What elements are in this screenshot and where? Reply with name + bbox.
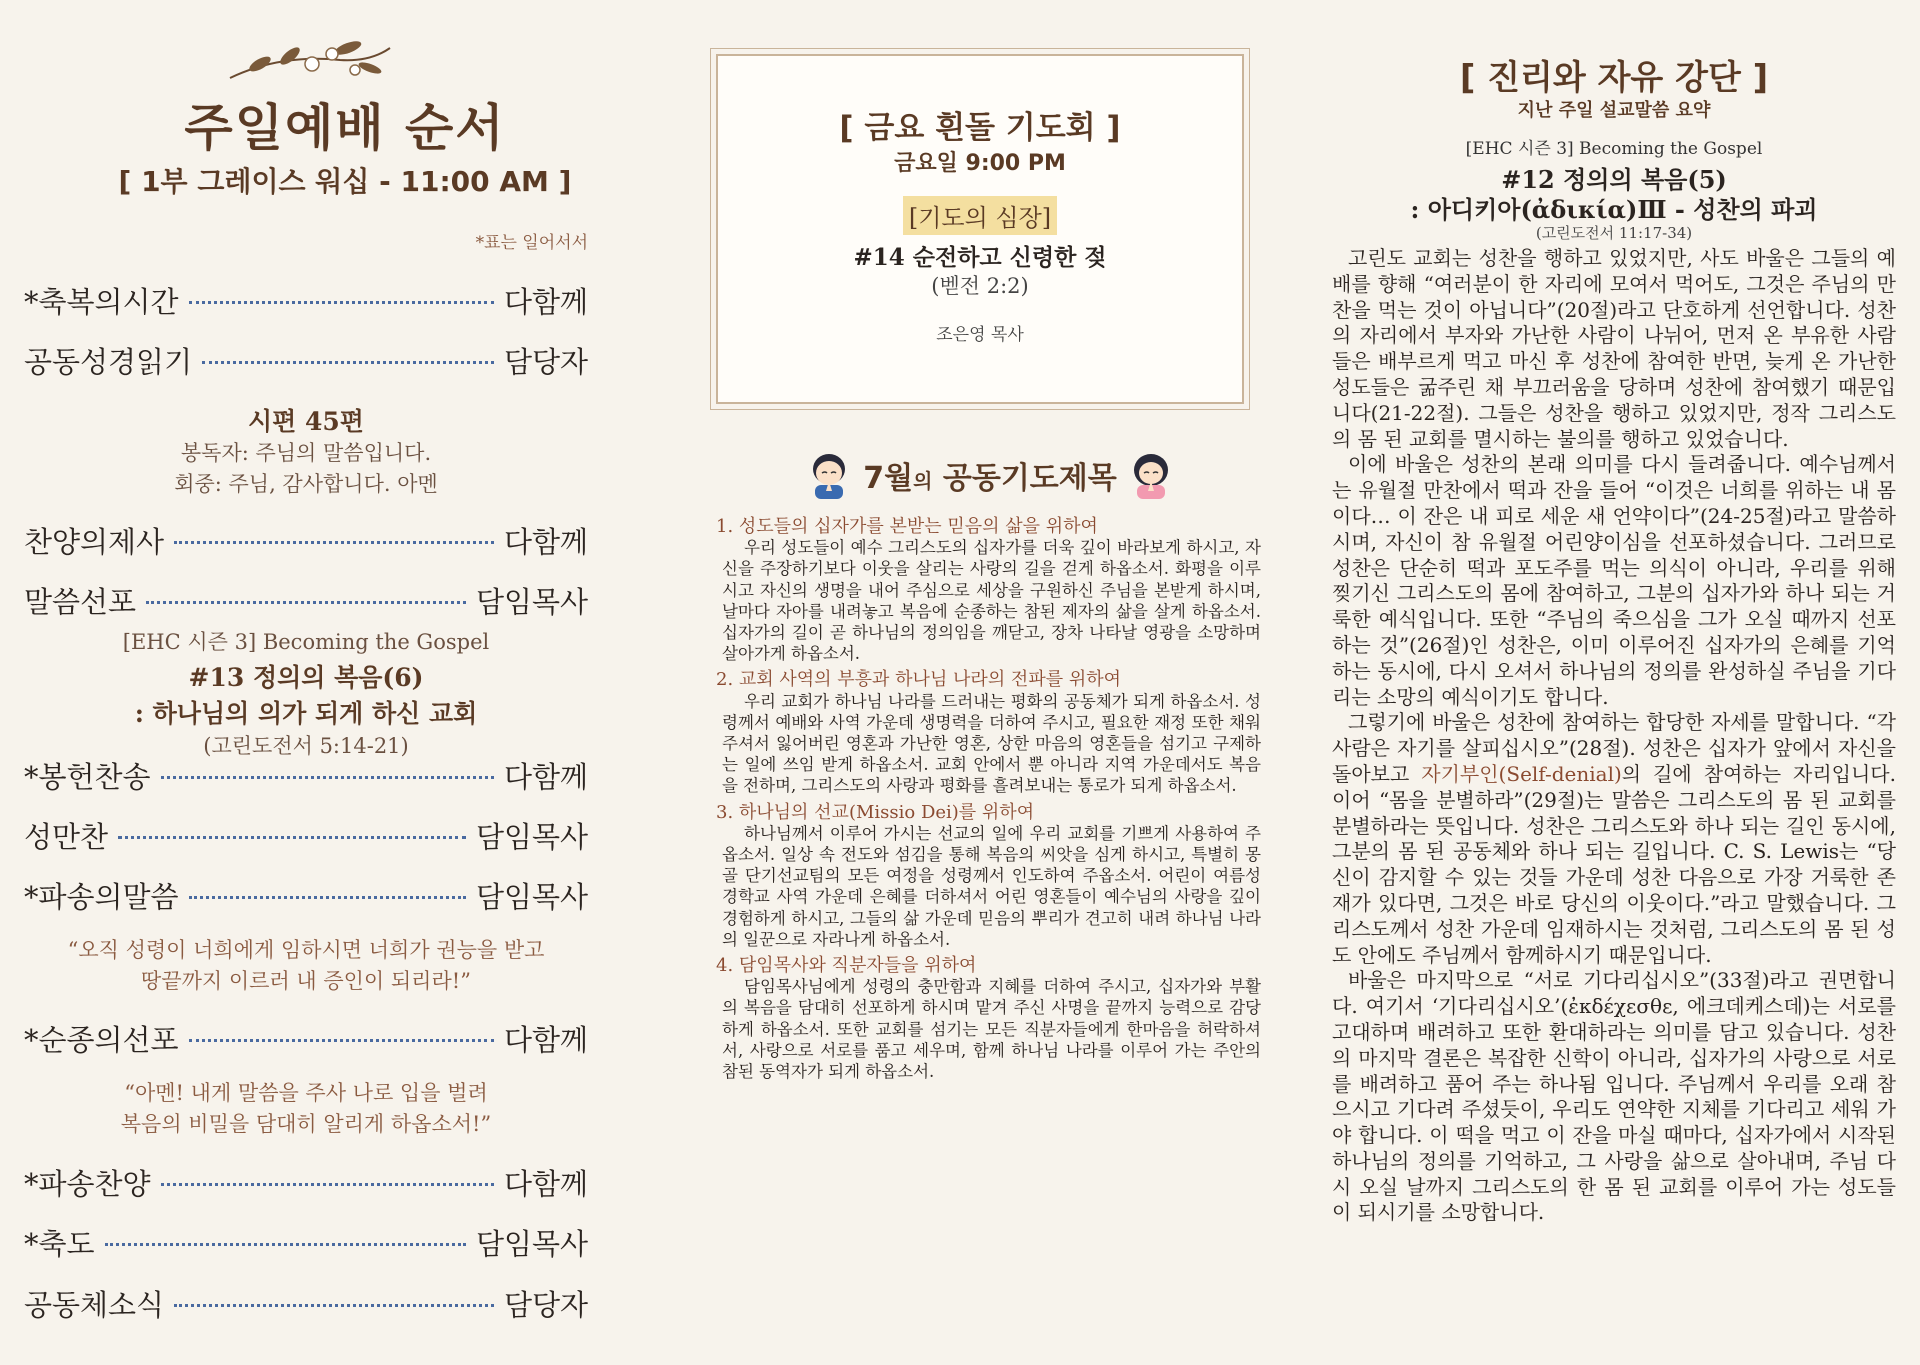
order-row — [24, 340, 588, 381]
lecture-number: #12 정의의 복음(5) — [1501, 165, 1727, 194]
order-row-leader: 담임목사 — [475, 585, 588, 619]
summary-paragraph: 이에 바울은 성찬의 본래 의미를 다시 들려줍니다. 예수님께서는 유월절 만찬에서 떡과 잔을 들어 “이것은 너희를 위하는 내 몸이다… 이 잔은 내 피로 세운 새 언약이다”(24-25절)라고 말씀하시며, 자신이 참 유월절 어린양이심을 선포하셨습니다. 그러므로 성찬은 단순히 떡과 포도주를 먹는 의식이 아니라, 우리를 위해 찢기신 그리스도의 몸에 참여하고, 그분의 십자가와 하나 되는 거룩한 예식입니다. 또한 “주님의 죽으심을 그가 오실 때까지 선포하는 것”(26절)인 성찬은, 이미 이루어진 십자가의 은혜를 기억하는 동시에, 다시 오셔서 하나님의 정의를 완성하실 주님을 기다리는 소망의 예식이기도 합니다. — [1332, 452, 1896, 709]
friday-prayer-scripture: (벧전 2:2) — [931, 274, 1029, 298]
leader-dots — [189, 301, 494, 304]
psalm-congregation-line: 회중: 주님, 감사합니다. 아멘 — [174, 472, 438, 496]
prayer-item — [716, 955, 1261, 1082]
order-row-label: *순종의선포 — [24, 1023, 179, 1057]
order-row-label: *봉헌찬송 — [24, 760, 151, 794]
quote-line: 땅끝까지 이르러 내 증인이 되리라!” — [141, 969, 471, 993]
july-prayer-month: 7월 — [863, 461, 914, 496]
order-row — [24, 755, 588, 796]
sermon-number: #13 정의의 복음(6) — [188, 663, 424, 692]
leader-dots — [161, 1183, 494, 1186]
prayer-list — [716, 516, 1261, 1087]
sermon-series: [EHC 시즌 3] Becoming the Gospel — [122, 630, 490, 654]
order-row-leader: 담당자 — [503, 1288, 588, 1322]
leader-dots — [174, 1304, 494, 1307]
order-row — [24, 875, 588, 916]
commission-quote — [24, 935, 588, 997]
order-row-leader: 다함께 — [503, 285, 588, 319]
order-row-label: *축복의시간 — [24, 285, 179, 319]
order-row-label: *파송의말씀 — [24, 880, 179, 914]
obedience-quote — [24, 1078, 588, 1140]
leader-dots — [174, 541, 494, 544]
prayer-item-text: 우리 교회가 하나님 나라를 드러내는 평화의 공동체가 되게 하옵소서. 성령께서 예배와 사역 가운데 생명력을 더하여 주시고, 필요한 재정 또한 채워 주셔서 잃어버린 영혼과 가난한 영혼, 상한 마음의 영혼들을 섬기고 구제하는 일에 쓰임 받게 하옵소서. 교회 안에서 뿐 아니라 지역 가운데서도 복음을 전하며, 그리스도의 사랑과 평화를 흘려보내는 통로가 되게 하옵소서. — [722, 691, 1261, 796]
leader-dots — [202, 361, 494, 364]
lecture-sermon-title: : 아디키아(ἀδικία)Ⅲ - 성찬의 파괴 — [1410, 195, 1818, 224]
order-row — [24, 1018, 588, 1059]
summary-paragraph: 고린도 교회는 성찬을 행하고 있었지만, 사도 바울은 그들의 예배를 향해 “여러분이 한 자리에 모여서 먹어도, 그것은 주님의 만찬을 먹는 것이 아닙니다”(20절)라고 단호하게 선언합니다. 성찬의 자리에서 부자와 가난한 사람이 나뉘어, 먼저 온 부유한 사람들은 배부르게 먹고 마신 후 성찬에 참여한 반면, 늦게 온 가난한 성도들은 굶주린 채 부끄러움을 당하며 성찬에 참여했기 때문입니다(21-22절). 그들은 성찬을 행하고 있었지만, 정작 그리스도의 몸 된 교회를 멸시하는 불의를 행하고 있었습니다. — [1332, 246, 1896, 451]
prayer-item-heading: 2. 교회 사역의 부흥과 하나님 나라의 전파를 위하여 — [716, 669, 1121, 691]
leader-dots — [118, 836, 466, 839]
order-row-leader: 담임목사 — [475, 820, 588, 854]
psalm-title: 시편 45편 — [248, 407, 364, 436]
order-row — [24, 280, 588, 321]
prayer-item — [716, 802, 1261, 950]
prayer-item-text: 하나님께서 이루어 가시는 선교의 일에 우리 교회를 기쁘게 사용하여 주옵소서. 일상 속 전도와 섬김을 통해 복음의 씨앗을 심게 하시고, 특별히 몽골 단기선교팀의 모든 여정을 성령께서 인도하여 주옵소서. 어린이 여름성경학교 사역 가운데 은혜를 더하셔서 어린 영혼들이 예수님의 사랑을 깊이 경험하게 하시고, 그들의 삶 가운데 믿음의 뿌리가 견고히 내려 하나님 나라의 일꾼으로 자라나게 하옵소서. — [722, 823, 1261, 949]
friday-prayer-topic: #14 순전하고 신령한 젖 — [853, 244, 1107, 271]
order-row-leader: 다함께 — [503, 1023, 588, 1057]
prayer-item-heading: 3. 하나님의 선교(Missio Dei)를 위하여 — [716, 801, 1035, 823]
friday-prayer-series — [718, 196, 1242, 235]
sermon-title: : 하나님의 의가 되게 하신 교회 — [134, 699, 478, 728]
order-row — [24, 1283, 588, 1324]
self-denial-highlight: 자기부인(Self-denial) — [1421, 761, 1622, 786]
order-row-leader: 다함께 — [503, 760, 588, 794]
quote-line: “오직 성령이 너희에게 임하시면 너희가 권능을 받고 — [67, 938, 545, 962]
order-row-label: 성만찬 — [24, 820, 109, 854]
sermon-scripture: (고린도전서 5:14-21) — [203, 734, 409, 758]
summary-paragraph: 바울은 마지막으로 “서로 기다리십시오”(33절)라고 권면합니다. 여기서 ‘기다리십시오’(ἐκδέχεσθε, 에크데케스데)는 서로를 고대하며 배려하고 또한 환대하라는 의미를 담고 있습니다. 성찬의 마지막 결론은 복잡한 신학이 아니라, 십자가의 사랑으로 서로를 배려하고 품어 주는 하나됨 입니다. 주님께서 우리를 오래 참으시고 기다려 주셨듯이, 우리도 연약한 지체를 기다리고 세워 가야 합니다. 이 떡을 먹고 이 잔을 마실 때마다, 십자가에서 시작된 하나님의 정의를 기억하고, 그 사랑을 삶으로 살아내며, 주님 다시 오실 날까지 그리스도의 한 몸 된 교회를 이루어 가는 성도들이 되시기를 소망합니다. — [1332, 968, 1896, 1225]
lecture-title: [ 진리와 자유 강단 ] — [1459, 58, 1769, 98]
summary-text: 그렇기에 바울은 성찬에 참여하는 합당한 자세를 말합니다. “각 사람은 자기를 살피십시오”(28절). 성찬은 십자가 앞에서 자신을 돌아보고 — [1332, 710, 1896, 786]
order-row-leader: 담당자 — [503, 345, 588, 379]
lecture-series: [EHC 시즌 3] Becoming the Gospel — [1465, 139, 1763, 159]
quote-line: 복음의 비밀을 담대히 알리게 하옵소서!” — [120, 1112, 492, 1136]
order-row-leader: 담임목사 — [475, 1227, 588, 1261]
order-row-label: 공동성경읽기 — [24, 345, 193, 379]
summary-text: 의 길에 참여하는 자리입니다. 이어 “몸을 분별하라”(29절)는 말씀은 그리스도의 몸 된 교회를 분별하라는 뜻입니다. 성찬은 그리스도와 하나 되는 길인 동시에, 그분의 몸 된 공동체와 하나 되는 길입니다. C. S. Lewis는 “당신이 감지할 수 있는 것들 가운데 성찬 다음으로 가장 거룩한 존재가 있다면, 그것은 바로 당신의 이웃이다.”라고 말했습니다. 그리스도께서 성찬 가운데 임재하시는 것처럼, 그리스도의 몸 된 성도 안에도 주님께서 함께하시기 때문입니다. — [1332, 761, 1896, 967]
leader-dots — [105, 1243, 466, 1246]
friday-prayer-pastor: 조은영 목사 — [936, 325, 1024, 345]
order-row — [24, 1162, 588, 1203]
floral-ornament-icon — [220, 34, 400, 90]
praying-girl-icon — [1129, 451, 1173, 499]
worship-service-subtitle: [ 1부 그레이스 워십 - 11:00 AM ] — [118, 165, 572, 198]
lecture-subtitle: 지난 주일 설교말씀 요약 — [1517, 100, 1711, 121]
order-row-label: *축도 — [24, 1227, 95, 1261]
prayer-item-heading: 1. 성도들의 십자가를 본받는 믿음의 삶을 위하여 — [716, 516, 1098, 537]
leader-dots — [189, 896, 466, 899]
series-highlight: [기도의 심장] — [903, 196, 1057, 235]
friday-prayer-time: 금요일 9:00 PM — [894, 151, 1066, 176]
order-row-leader: 다함께 — [503, 525, 588, 559]
prayer-item — [716, 669, 1261, 796]
order-row — [24, 520, 588, 561]
order-row-label: *파송찬양 — [24, 1167, 151, 1201]
prayer-item — [716, 516, 1261, 664]
friday-prayer-box — [716, 54, 1244, 404]
worship-order-title: 주일예배 순서 — [184, 99, 506, 157]
order-row-label: 찬양의제사 — [24, 525, 165, 559]
order-row — [24, 580, 588, 621]
prayer-item-text: 담임목사님에게 성령의 충만함과 지혜를 더하여 주시고, 십자가와 부활의 복음을 담대히 선포하게 하시며 맡겨 주신 사명을 끝까지 능력으로 감당하게 하옵소서. 또한 교회를 섬기는 모든 직분자들에게 한마음을 허락하셔서, 사랑으로 서로를 품고 세우며, 함께 하나님 나라를 이루어 가는 주안의 참된 동역자가 되게 하옵소서. — [722, 977, 1261, 1082]
order-row-leader: 다함께 — [503, 1167, 588, 1201]
psalm-reader-line: 봉독자: 주님의 말씀입니다. — [180, 441, 432, 465]
lecture-scripture: (고린도전서 11:17-34) — [1535, 224, 1693, 242]
order-row-leader: 담임목사 — [475, 880, 588, 914]
sermon-info — [24, 626, 588, 760]
prayer-item-heading: 4. 담임목사와 직분자들을 위하여 — [716, 955, 977, 977]
sermon-summary-body — [1332, 246, 1896, 1226]
prayer-column — [690, 0, 1290, 1365]
order-row-label: 말씀선포 — [24, 585, 137, 619]
leader-dots — [189, 1039, 494, 1042]
july-prayer-heading — [690, 450, 1290, 500]
summary-paragraph — [1332, 710, 1896, 968]
quote-line: “아멘! 내게 말씀을 주사 나로 입을 벌려 — [124, 1081, 488, 1105]
standing-note: *표는 일어서서 — [475, 233, 588, 253]
psalm-reading — [24, 402, 588, 500]
leader-dots — [146, 601, 466, 604]
sermon-summary-column — [1310, 0, 1920, 1365]
worship-order-column — [0, 0, 690, 1365]
praying-boy-icon — [807, 451, 851, 499]
order-row — [24, 815, 588, 856]
order-row-label: 공동체소식 — [24, 1288, 165, 1322]
july-prayer-particle: 의 — [913, 469, 933, 493]
friday-prayer-title: [ 금요 흰돌 기도회 ] — [839, 110, 1121, 146]
july-prayer-title — [863, 453, 1117, 497]
prayer-item-text: 우리 성도들이 예수 그리스도의 십자가를 더욱 깊이 바라보게 하시고, 자신을 주장하기보다 이웃을 살리는 사랑의 길을 걷게 하옵소서. 화평을 이루시고 자신의 생명을 내어 주심으로 세상을 구원하신 주님을 본받게 하시며, 날마다 자아를 내려놓고 복음에 순종하는 참된 제자의 삶을 살게 하옵소서. 십자가의 길이 곧 하나님의 정의임을 깨닫고, 장차 나타날 영광을 소망하며 살아가게 하옵소서. — [722, 538, 1261, 664]
july-prayer-title-rest: 공동기도제목 — [932, 461, 1117, 496]
order-row — [24, 1222, 588, 1263]
leader-dots — [161, 776, 494, 779]
